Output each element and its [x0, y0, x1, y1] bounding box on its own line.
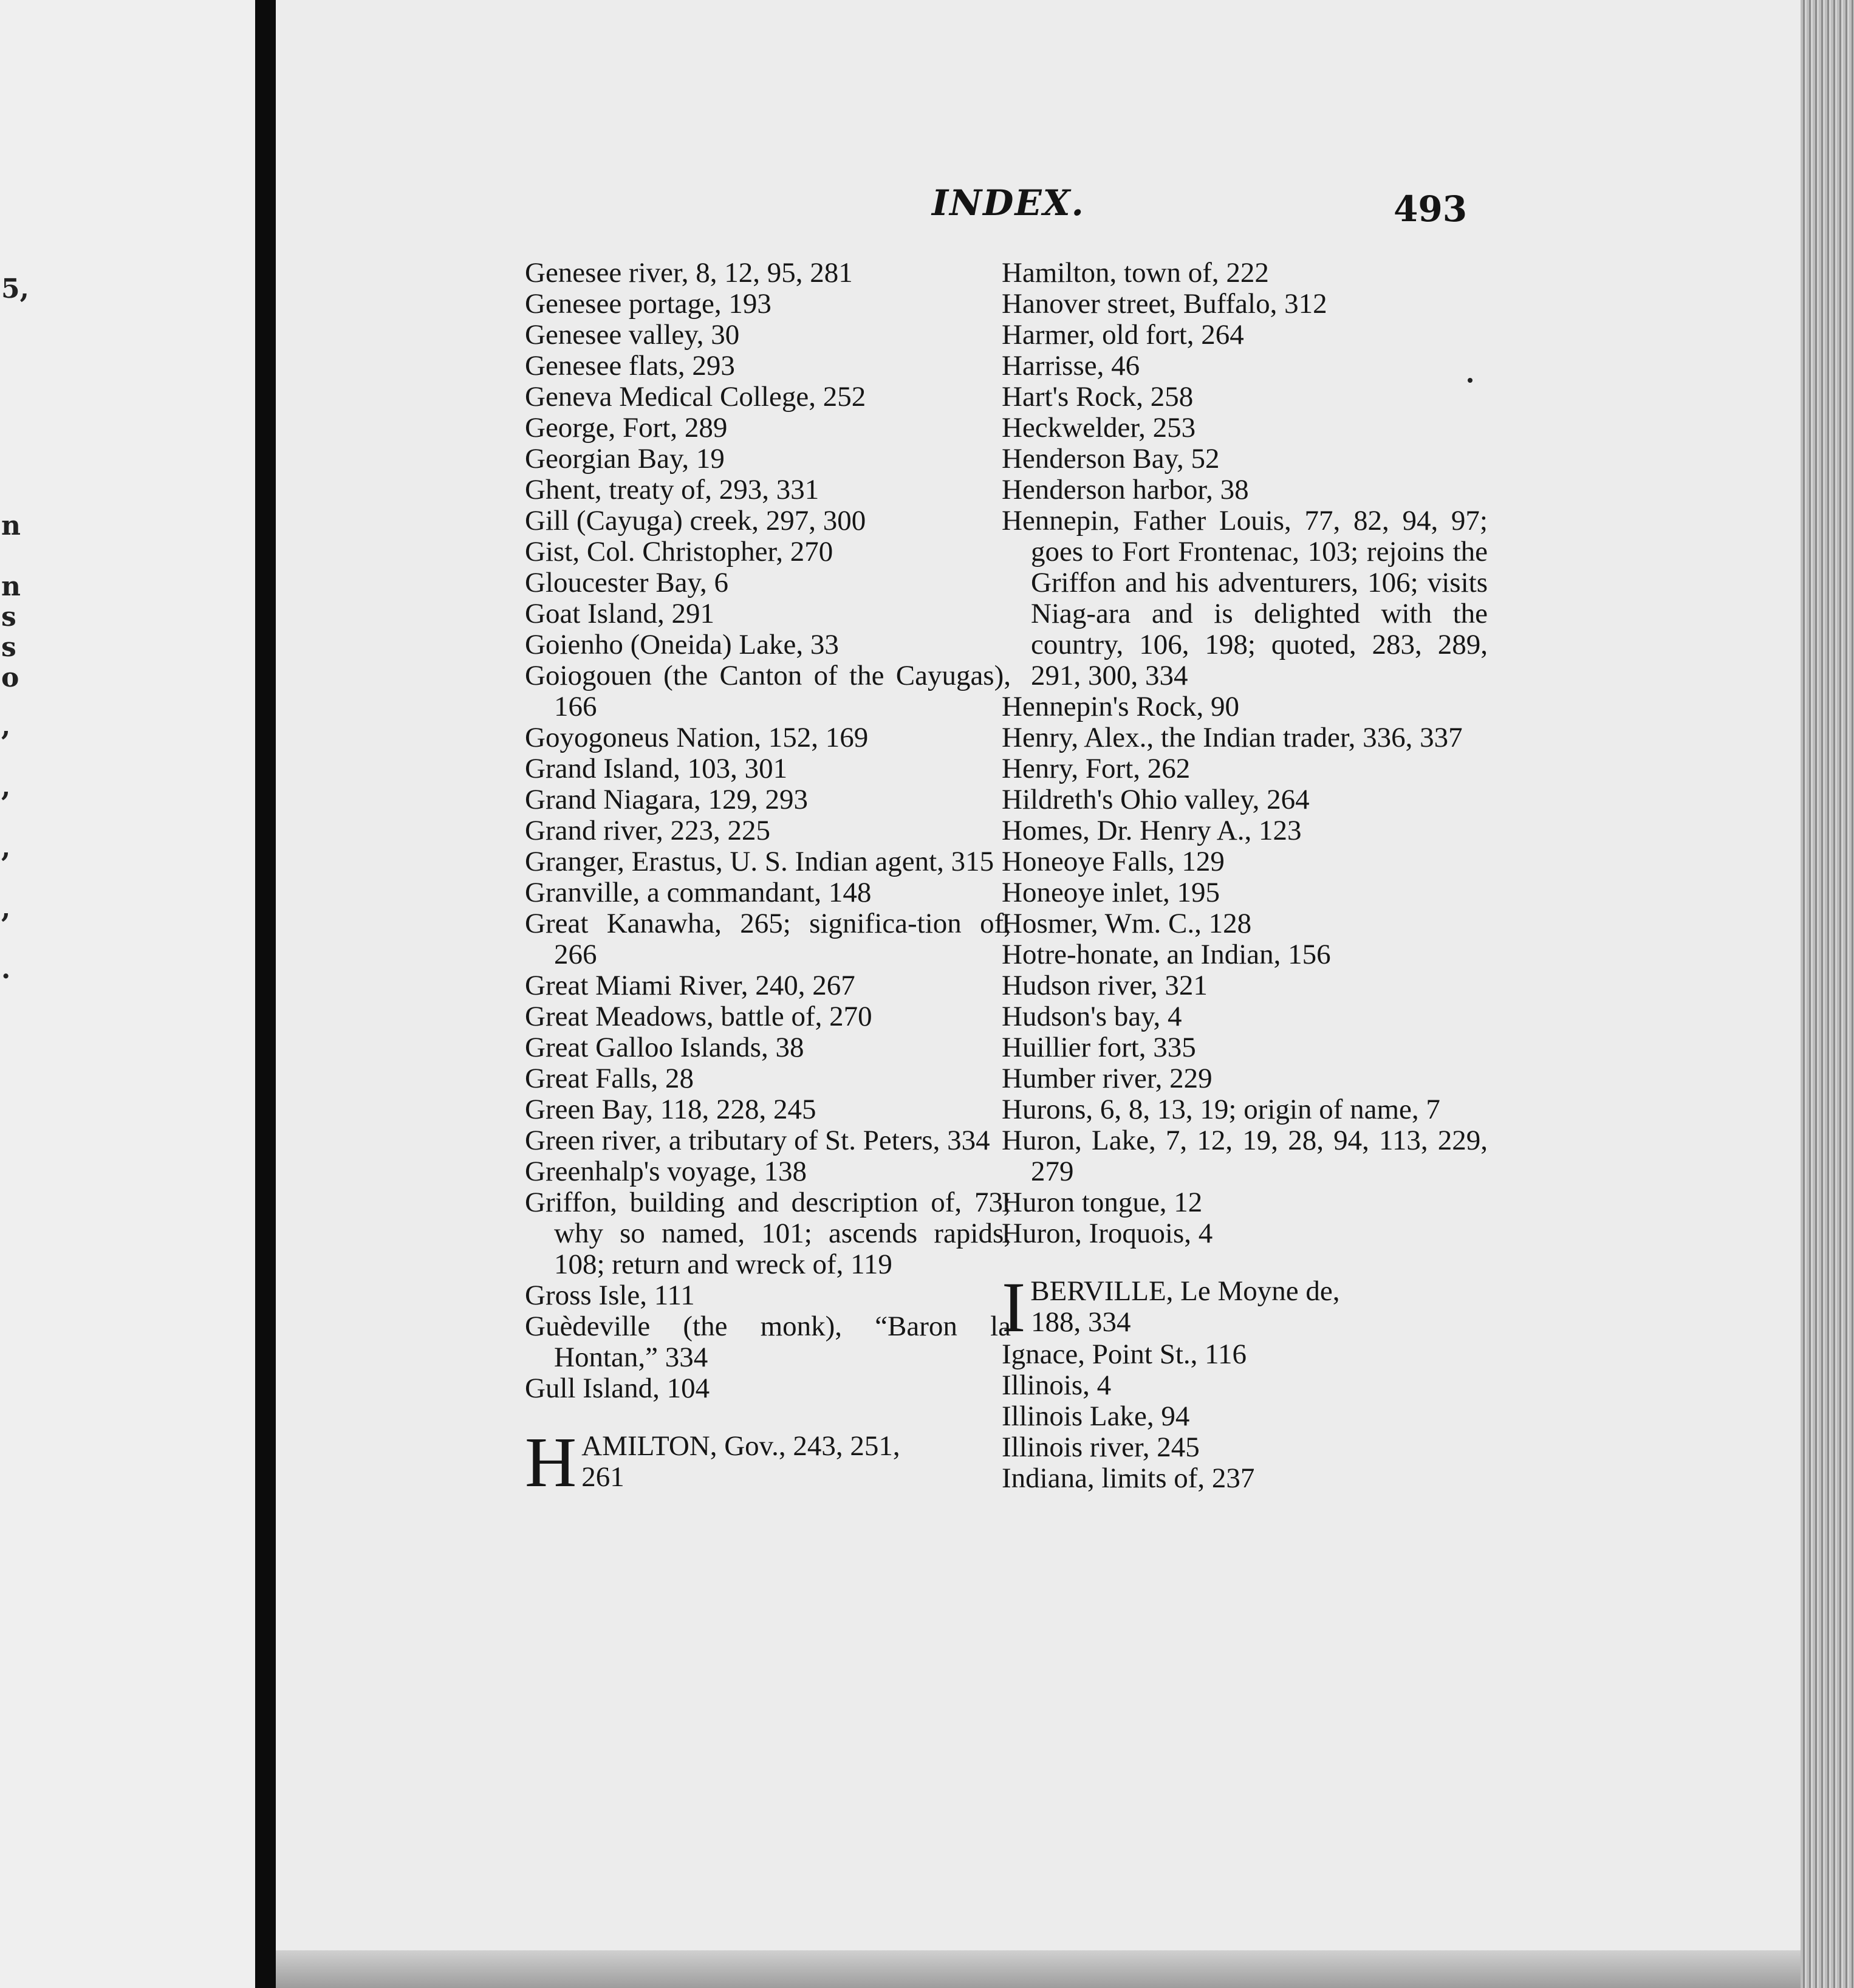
index-entry: Honeoye Falls, 129: [1002, 846, 1225, 877]
index-entry: Huron tongue, 12: [1002, 1187, 1203, 1218]
index-entry: Grand river, 223, 225: [525, 815, 771, 846]
index-entry: Goienho (Oneida) Lake, 33: [525, 629, 839, 660]
index-entry: [525, 1422, 1011, 1502]
index-entry: Henderson harbor, 38: [1002, 474, 1249, 506]
index-entry: Great Galloo Islands, 38: [525, 1032, 804, 1063]
letter-section-h: [525, 1422, 1011, 1502]
index-entry: Gross Isle, 111: [525, 1280, 695, 1311]
index-entry: Huron, Iroquois, 4: [1002, 1218, 1213, 1249]
entry-first-line: AMILTON, Gov., 243, 251,: [581, 1430, 900, 1462]
book-gutter: [255, 0, 276, 1988]
index-entry: George, Fort, 289: [525, 412, 728, 444]
index-entry: Geneva Medical College, 252: [525, 381, 866, 413]
index-entry: Goiogouen (the Canton of the Cayugas), 166: [525, 660, 1011, 722]
index-entry: Henry, Fort, 262: [1002, 753, 1191, 784]
index-entry: Genesee portage, 193: [525, 288, 771, 320]
index-column-right: [1002, 258, 1488, 1494]
index-entry: Gull Island, 104: [525, 1373, 710, 1404]
index-entry: Illinois Lake, 94: [1002, 1400, 1190, 1432]
index-entry: Hudson's bay, 4: [1002, 1001, 1182, 1032]
index-entry: Green river, a tributary of St. Peters, 334: [525, 1125, 990, 1156]
cut-off-text-fragment: ,: [1, 772, 11, 803]
index-entry-list: [525, 258, 1011, 1404]
cut-off-text-fragment: .: [1, 954, 11, 985]
index-entry: Great Miami River, 240, 267: [525, 970, 855, 1001]
index-column-left: [525, 257, 1011, 1502]
index-entry: Ghent, treaty of, 293, 331: [525, 474, 819, 506]
index-entry: Great Meadows, battle of, 270: [525, 1001, 872, 1032]
index-entry: Henderson Bay, 52: [1002, 443, 1220, 475]
index-entry: Gloucester Bay, 6: [525, 567, 728, 598]
index-entry: Genesee river, 8, 12, 95, 281: [525, 257, 853, 289]
index-entry: Granger, Erastus, U. S. Indian agent, 315: [525, 846, 994, 877]
ink-speck: [1468, 378, 1473, 383]
letter-section-i: [1002, 1267, 1488, 1347]
index-entry-list: [1002, 258, 1488, 1249]
cut-off-text-fragment: s: [1, 632, 16, 663]
index-entry: Great Falls, 28: [525, 1063, 694, 1094]
left-page-edge: [0, 0, 255, 1988]
index-entry: Hennepin, Father Louis, 77, 82, 94, 97; goes to Fort Frontenac, 103; rejoins the Griffon and his adventurers, 106; visits Niag-ara and is delighted with the country, 106, 198; quoted, 283, 289, 291, 300, 334: [1002, 505, 1488, 691]
index-entry: Homes, Dr. Henry A., 123: [1002, 815, 1302, 846]
index-entry: Hamilton, town of, 222: [1002, 257, 1269, 289]
index-entry: Hildreth's Ohio valley, 264: [1002, 784, 1310, 815]
page-block-edge: [1801, 0, 1854, 1988]
index-entry: Genesee flats, 293: [525, 350, 735, 382]
index-entry: Honeoye inlet, 195: [1002, 877, 1220, 908]
index-entry: Hotre-honate, an Indian, 156: [1002, 939, 1331, 970]
index-entry: Hennepin's Rock, 90: [1002, 691, 1239, 722]
index-entry: Goat Island, 291: [525, 598, 714, 629]
index-entry: Hurons, 6, 8, 13, 19; origin of name, 7: [1002, 1094, 1440, 1125]
index-entry: Hosmer, Wm. C., 128: [1002, 908, 1252, 939]
page-number: 493: [1394, 188, 1468, 230]
index-entry: Georgian Bay, 19: [525, 443, 725, 475]
index-entry: [1002, 1267, 1488, 1347]
index-entry: Huron, Lake, 7, 12, 19, 28, 94, 113, 229, 279: [1002, 1125, 1488, 1187]
index-entry: Gill (Cayuga) creek, 297, 300: [525, 505, 866, 536]
index-entry: Granville, a commandant, 148: [525, 877, 872, 908]
index-entry-list: [1002, 1339, 1488, 1494]
index-entry: Gist, Col. Christopher, 270: [525, 536, 833, 567]
cut-off-text-fragment: ,: [1, 832, 11, 863]
index-entry: Indiana, limits of, 237: [1002, 1462, 1255, 1494]
index-entry: Griffon, building and description of, 73; why so named, 101; ascends rapids, 108; return and wreck of, 119: [525, 1187, 1011, 1280]
drop-cap-h: H: [525, 1422, 577, 1502]
index-entry: Humber river, 229: [1002, 1063, 1213, 1094]
entry-first-line: BERVILLE, Le Moyne de,: [1030, 1275, 1340, 1307]
index-entry: Hanover street, Buffalo, 312: [1002, 288, 1327, 320]
index-entry: Grand Niagara, 129, 293: [525, 784, 808, 815]
index-entry: Hart's Rock, 258: [1002, 381, 1194, 413]
index-entry: Illinois, 4: [1002, 1369, 1112, 1401]
index-entry: Ignace, Point St., 116: [1002, 1338, 1247, 1370]
entry-continuation: 261: [581, 1461, 624, 1493]
cut-off-text-fragment: o: [1, 662, 19, 693]
cut-off-text-fragment: n: [1, 571, 21, 602]
index-entry: Harmer, old fort, 264: [1002, 319, 1244, 351]
index-entry: Guèdeville (the monk), “Baron la Hontan,” 334: [525, 1311, 1011, 1373]
cut-off-text-fragment: n: [1, 510, 21, 541]
cut-off-text-fragment: ,: [1, 893, 11, 924]
index-entry: Heckwelder, 253: [1002, 412, 1196, 444]
cut-off-text-fragment: 5,: [1, 273, 29, 304]
cut-off-text-fragment: s: [1, 602, 16, 632]
index-entry: Genesee valley, 30: [525, 319, 740, 351]
index-entry: Greenhalp's voyage, 138: [525, 1156, 807, 1187]
cut-off-text-fragment: ,: [1, 711, 11, 742]
index-page: [276, 0, 1801, 1950]
index-entry: Illinois river, 245: [1002, 1431, 1200, 1463]
index-entry: Henry, Alex., the Indian trader, 336, 337: [1002, 722, 1463, 753]
index-entry: Grand Island, 103, 301: [525, 753, 788, 784]
index-entry: Harrisse, 46: [1002, 350, 1140, 382]
drop-cap-i: I: [1002, 1267, 1026, 1347]
index-entry: Great Kanawha, 265; significa-tion of, 266: [525, 908, 1011, 970]
entry-continuation: 188, 334: [1031, 1306, 1131, 1338]
index-entry: Goyogoneus Nation, 152, 169: [525, 722, 869, 753]
index-entry: Huillier fort, 335: [1002, 1032, 1196, 1063]
index-entry: Hudson river, 321: [1002, 970, 1208, 1001]
running-head: INDEX.: [932, 182, 1085, 224]
page-bottom-shadow: [276, 1950, 1801, 1988]
index-entry: Green Bay, 118, 228, 245: [525, 1094, 816, 1125]
